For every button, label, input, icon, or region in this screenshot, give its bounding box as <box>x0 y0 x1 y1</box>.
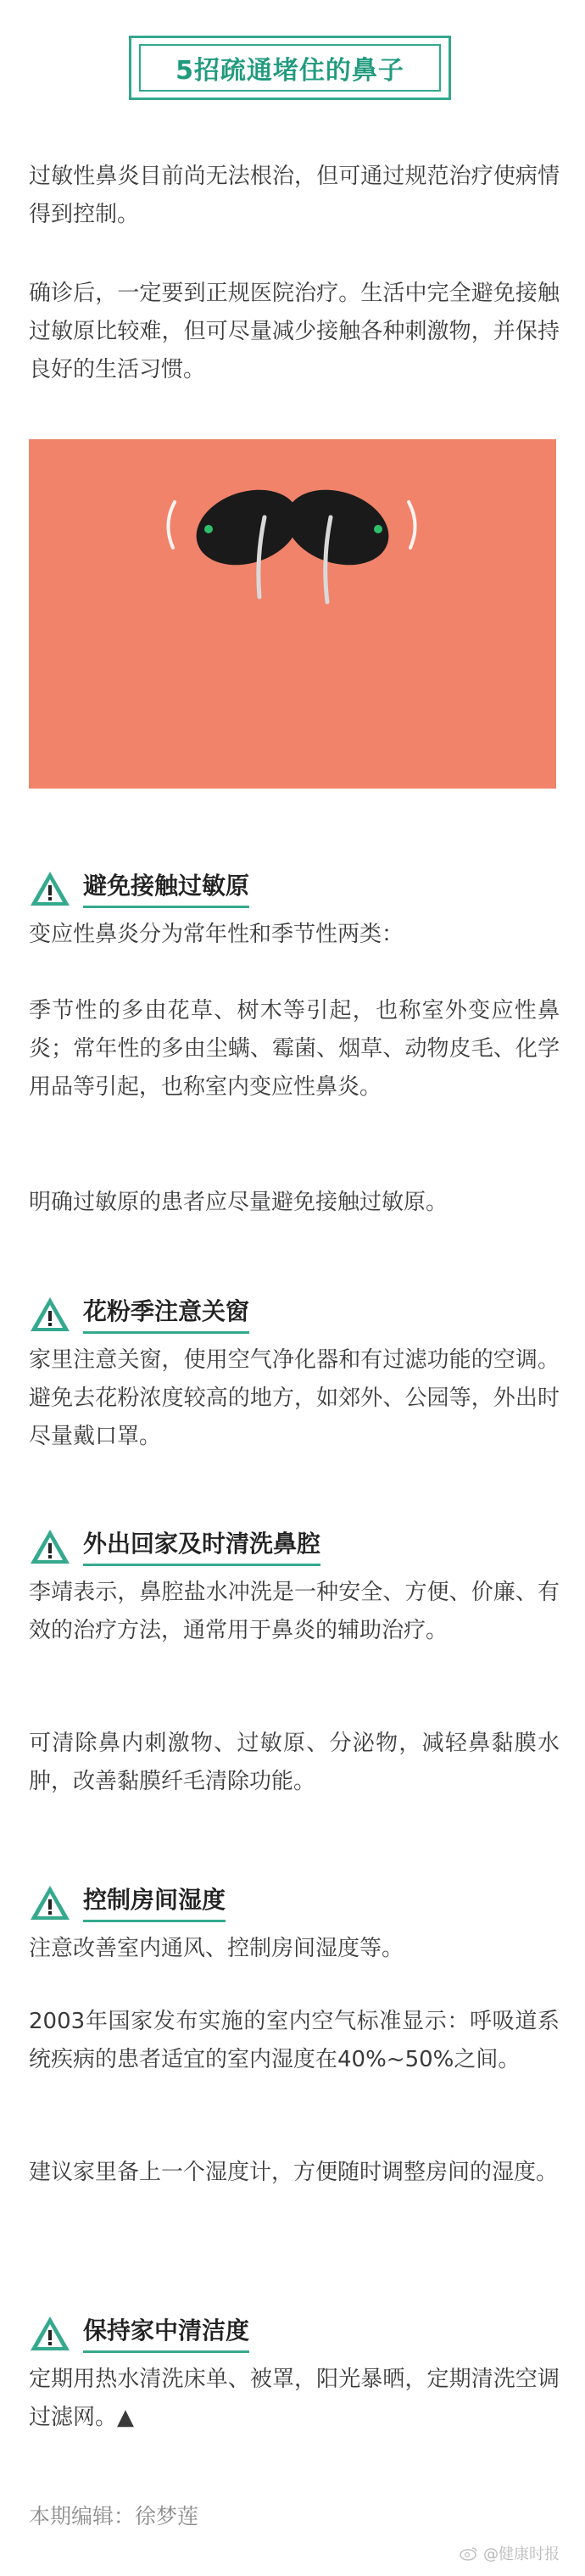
watermark <box>460 2542 560 2564</box>
section-header-3 <box>29 1523 320 1570</box>
section-5-paragraph-1: 定期用热水清洗床单、被罩，阳光暴晒，定期清洗空调过滤网。▲ <box>29 2367 560 2430</box>
section-4-paragraph-1: 注意改善室内通风、控制房间湿度等。 <box>29 1936 404 1961</box>
section-3-paragraph-2: 可清除鼻内刺激物、过敏原、分泌物，减轻鼻黏膜水肿，改善黏膜纤毛清除功能。 <box>29 1731 560 1794</box>
section-1-paragraph-3: 明确过敏原的患者应尽量避免接触过敏原。 <box>29 1190 448 1215</box>
section-4-paragraph-2: 2003年国家发布实施的室内空气标准显示：呼吸道系统疾病的患者适宜的室内湿度在40%~50%之间。 <box>29 2009 560 2072</box>
section-3-paragraph-1: 李靖表示，鼻腔盐水冲洗是一种安全、方便、价廉、有效的治疗方法，通常用于鼻炎的辅助治疗。 <box>29 1580 560 1643</box>
article-title-box <box>129 36 451 100</box>
editor-credit: 本期编辑：徐梦莲 <box>29 2504 199 2529</box>
intro-paragraph-1: 过敏性鼻炎目前尚无法根治，但可通过规范治疗使病情得到控制。 <box>29 164 560 227</box>
warning-triangle-icon <box>29 1527 71 1566</box>
section-header-4 <box>29 1879 226 1926</box>
weibo-icon <box>460 2545 478 2561</box>
title-inner-frame <box>139 44 441 92</box>
section-header-5 <box>29 2310 249 2357</box>
section-4-paragraph-3: 建议家里备上一个湿度计，方便随时调整房间的湿度。 <box>29 2160 559 2185</box>
section-title-5: 保持家中清洁度 <box>83 2315 249 2353</box>
warning-triangle-icon <box>29 1883 71 1922</box>
section-title-2: 花粉季注意关窗 <box>83 1296 249 1334</box>
section-1-paragraph-2: 季节性的多由花草、树木等引起，也称室外变应性鼻炎；常年性的多由尘螨、霉菌、烟草、动物皮毛、化学用品等引起，也称室内变应性鼻炎。 <box>29 998 560 1100</box>
section-title-4: 控制房间湿度 <box>83 1884 226 1922</box>
article-title: 5招疏通堵住的鼻子 <box>176 56 404 86</box>
nose-icon <box>29 439 556 789</box>
section-title-3: 外出回家及时清洗鼻腔 <box>83 1528 320 1566</box>
warning-triangle-icon <box>29 869 71 908</box>
warning-triangle-icon <box>29 2314 71 2353</box>
nose-illustration <box>29 439 556 789</box>
watermark-text: @健康时报 <box>483 2545 560 2563</box>
section-header-2 <box>29 1291 249 1338</box>
warning-triangle-icon <box>29 1295 71 1334</box>
section-title-1: 避免接触过敏原 <box>83 870 249 908</box>
section-1-paragraph-1: 变应性鼻炎分为常年性和季节性两类： <box>29 922 404 947</box>
section-header-1 <box>29 865 249 912</box>
section-2-paragraph-1: 家里注意关窗，使用空气净化器和有过滤功能的空调。避免去花粉浓度较高的地方，如郊外、公园等，外出时尽量戴口罩。 <box>29 1347 560 1449</box>
intro-paragraph-2: 确诊后，一定要到正规医院治疗。生活中完全避免接触过敏原比较难，但可尽量减少接触各种刺激物，并保持良好的生活习惯。 <box>29 281 560 382</box>
